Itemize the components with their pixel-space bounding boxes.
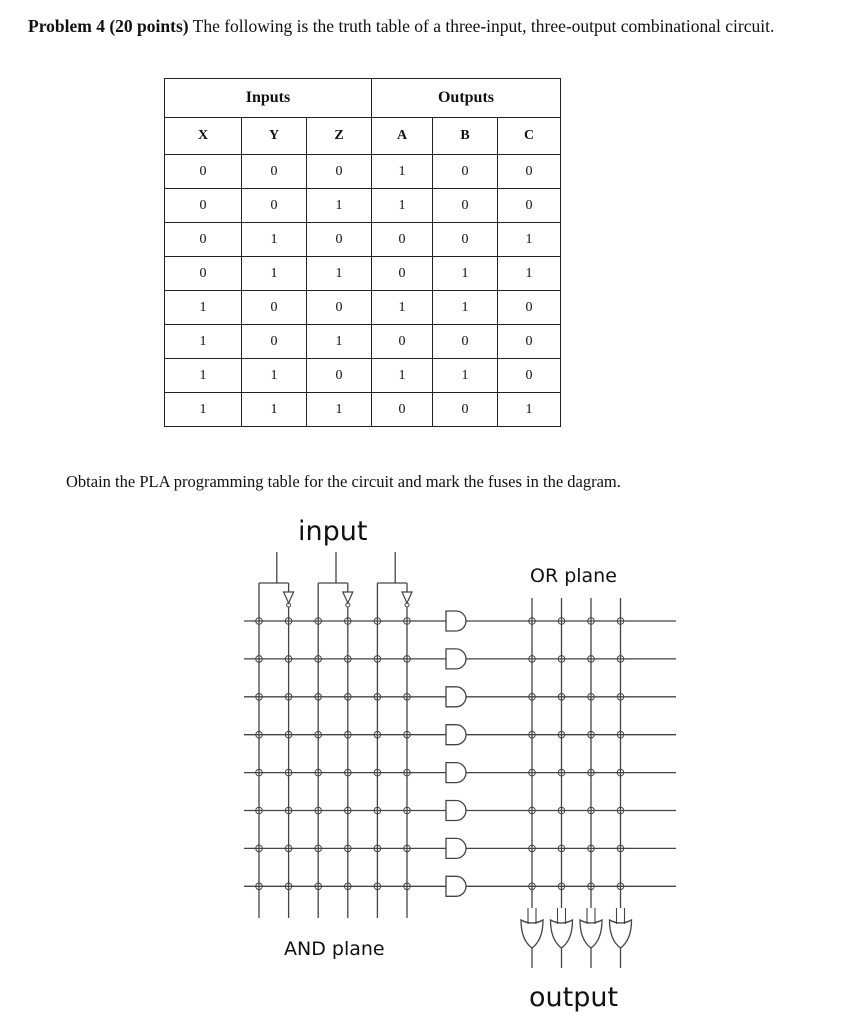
table-cell: 1 <box>165 325 242 359</box>
table-cell: 0 <box>433 189 498 223</box>
table-row <box>165 359 561 393</box>
table-cell: 0 <box>372 257 433 291</box>
or-gate-icon <box>580 920 602 948</box>
table-row <box>165 325 561 359</box>
table-cell: 0 <box>498 291 561 325</box>
table-cell: 0 <box>372 223 433 257</box>
table-cell: 1 <box>307 189 372 223</box>
table-cell: 1 <box>372 291 433 325</box>
column-header-z: Z <box>307 118 372 155</box>
table-cell: 0 <box>498 359 561 393</box>
table-row <box>165 155 561 189</box>
table-cell: 0 <box>165 257 242 291</box>
table-cell: 1 <box>242 257 307 291</box>
inverter-icon <box>402 592 412 603</box>
table-cell: 0 <box>307 223 372 257</box>
column-header-x: X <box>165 118 242 155</box>
table-cell: 1 <box>242 223 307 257</box>
problem-heading: Problem 4 (20 points) <box>28 16 189 36</box>
table-cell: 1 <box>307 325 372 359</box>
truth-table-body <box>165 155 561 427</box>
table-cell: 1 <box>372 189 433 223</box>
table-row <box>165 291 561 325</box>
and-gate-icon <box>446 649 466 669</box>
pla-wiring <box>244 552 676 968</box>
output-label: output <box>529 982 619 1013</box>
or-gate-icon <box>610 920 632 948</box>
table-cell: 1 <box>498 393 561 427</box>
or-plane-label: OR plane <box>530 565 617 587</box>
and-gate-icon <box>446 687 466 707</box>
problem-statement <box>28 16 774 37</box>
table-cell: 1 <box>433 291 498 325</box>
table-cell: 0 <box>165 155 242 189</box>
inverter-icon <box>343 592 353 603</box>
table-cell: 1 <box>165 393 242 427</box>
table-cell: 0 <box>498 155 561 189</box>
table-cell: 1 <box>165 291 242 325</box>
outputs-header: Outputs <box>372 79 561 118</box>
table-cell: 1 <box>242 393 307 427</box>
pla-diagram <box>0 500 844 1018</box>
table-cell: 0 <box>433 325 498 359</box>
table-cell: 1 <box>307 257 372 291</box>
table-cell: 0 <box>165 189 242 223</box>
table-cell: 0 <box>433 155 498 189</box>
table-cell: 1 <box>372 155 433 189</box>
table-row <box>165 223 561 257</box>
table-cell: 1 <box>498 223 561 257</box>
table-cell: 0 <box>242 291 307 325</box>
table-cell: 0 <box>242 325 307 359</box>
table-cell: 1 <box>242 359 307 393</box>
table-cell: 1 <box>165 359 242 393</box>
and-gate-icon <box>446 611 466 631</box>
and-gate-icon <box>446 838 466 858</box>
input-label: input <box>298 516 368 547</box>
column-header-b: B <box>433 118 498 155</box>
table-cell: 1 <box>433 257 498 291</box>
table-cell: 0 <box>433 223 498 257</box>
problem-text: The following is the truth table of a three-input, three-output combinational circuit. <box>192 16 775 36</box>
table-row <box>165 257 561 291</box>
group-header-row <box>165 79 561 118</box>
table-cell: 0 <box>433 393 498 427</box>
table-cell: 0 <box>498 325 561 359</box>
table-cell: 0 <box>165 223 242 257</box>
or-gate-icon <box>551 920 573 948</box>
table-cell: 0 <box>242 155 307 189</box>
or-gate-icon <box>521 920 543 948</box>
table-cell: 0 <box>307 359 372 393</box>
column-header-a: A <box>372 118 433 155</box>
inputs-header: Inputs <box>165 79 372 118</box>
inverter-icon <box>284 592 294 603</box>
and-gate-icon <box>446 725 466 745</box>
table-cell: 1 <box>433 359 498 393</box>
table-row <box>165 189 561 223</box>
table-cell: 0 <box>498 189 561 223</box>
table-cell: 0 <box>307 155 372 189</box>
table-row <box>165 393 561 427</box>
table-cell: 0 <box>372 325 433 359</box>
truth-table <box>164 78 561 427</box>
table-cell: 0 <box>242 189 307 223</box>
and-plane-label: AND plane <box>284 938 385 960</box>
table-cell: 1 <box>307 393 372 427</box>
table-cell: 0 <box>372 393 433 427</box>
and-gate-icon <box>446 801 466 821</box>
column-header-c: C <box>498 118 561 155</box>
table-cell: 1 <box>372 359 433 393</box>
instruction-text: Obtain the PLA programming table for the circuit and mark the fuses in the dagram. <box>66 472 621 491</box>
column-header-y: Y <box>242 118 307 155</box>
column-header-row <box>165 118 561 155</box>
and-gate-icon <box>446 876 466 896</box>
table-cell: 1 <box>498 257 561 291</box>
table-cell: 0 <box>307 291 372 325</box>
and-gate-icon <box>446 763 466 783</box>
